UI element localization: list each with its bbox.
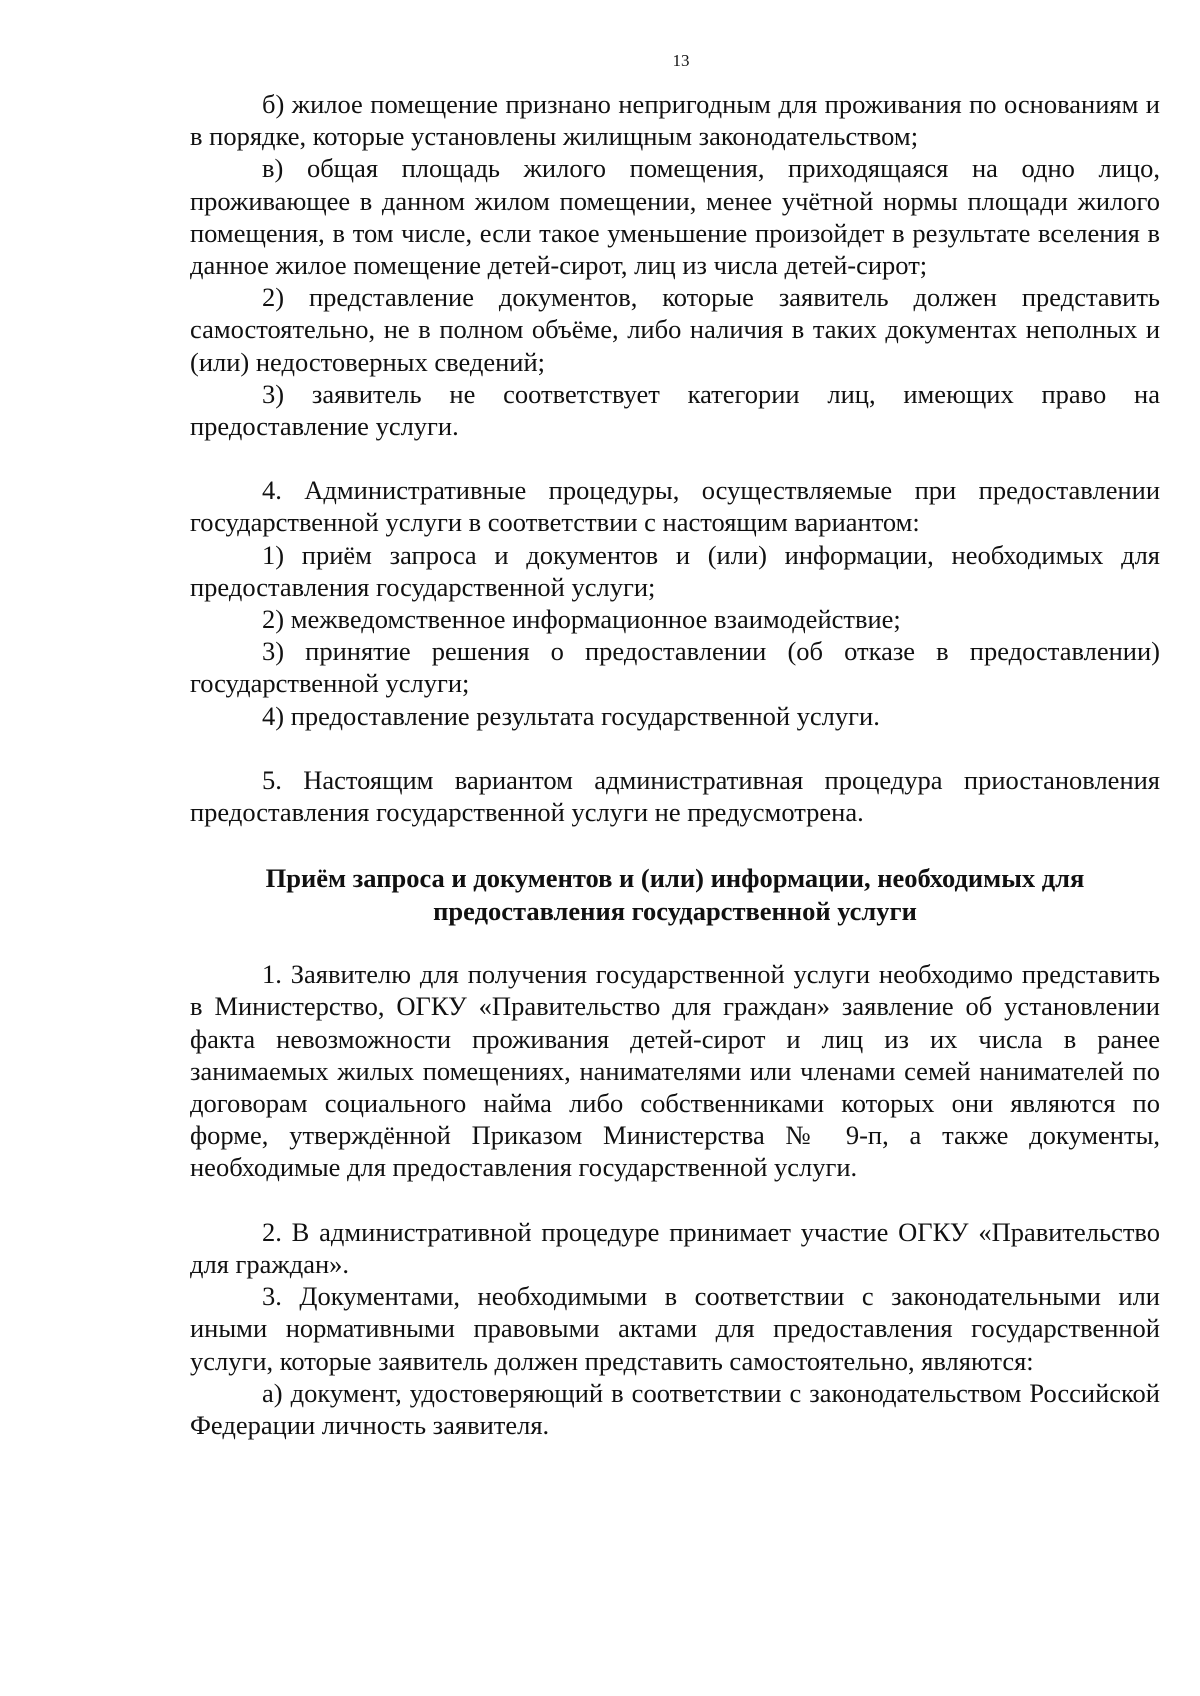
section-heading: Приём запроса и документов и (или) информации, необходимых для предоставления государственной услуги [265, 863, 1085, 927]
paragraph-4-intro: 4. Административные процедуры, осуществляемые при предоставлении государственной услуги в соответствии с настоящим вариантом: [190, 475, 1160, 538]
paragraph-2: 2) представление документов, которые заявитель должен представить самостоятельно, не в полном объёме, либо наличия в таких документах неполных и (или) недостоверных сведений; [190, 282, 1160, 377]
procedure-item-1: 1) приём запроса и документов и (или) информации, необходимых для предоставления государственной услуги; [190, 539, 1160, 602]
paragraph-3: 3) заявитель не соответствует категории лиц, имеющих право на предоставление услуги. [190, 378, 1160, 442]
reception-paragraph-3a: а) документ, удостоверяющий в соответствии с законодательством Российской Федерации личность заявителя. [190, 1377, 1160, 1440]
reception-paragraph-2: 2. В административной процедуре принимает участие ОГКУ «Правительство для граждан». [190, 1216, 1160, 1279]
paragraph-b: б) жилое помещение признано непригодным для проживания по основаниям и в порядке, которые установлены жилищным законодательством; [190, 89, 1160, 152]
procedure-item-3: 3) принятие решения о предоставлении (об отказе в предоставлении) государственной услуги; [190, 636, 1160, 699]
reception-paragraph-1: 1. Заявителю для получения государственной услуги необходимо представить в Министерство, ОГКУ «Правительство для граждан» заявление об установлении факта невозможности проживания детей-сирот и лиц из их числа в ранее занимаемых жилых помещениях, нанимателями или членами семей нанимателей по договорам социального найма либо собственниками которых они являются по форме, утверждённой Приказом Министерства № 9-п, а также документы, необходимые для предоставления государственной услуги. [190, 959, 1160, 1183]
paragraph-v: в) общая площадь жилого помещения, приходящаяся на одно лицо, проживающее в данном жилом помещении, менее учётной нормы площади жилого помещения, в том числе, если такое уменьшение произойдет в результате вселения в данное жилое помещение детей-сирот, лиц из числа детей-сирот; [190, 153, 1160, 281]
procedure-item-2: 2) межведомственное информационное взаимодействие; [262, 604, 901, 635]
document-page [190, 50, 1160, 1441]
paragraph-5: 5. Настоящим вариантом административная процедура приостановления предоставления государственной услуги не предусмотрена. [190, 764, 1160, 828]
page-number: 13 [672, 51, 690, 70]
procedure-item-4: 4) предоставление результата государственной услуги. [262, 700, 880, 731]
reception-paragraph-3: 3. Документами, необходимыми в соответствии с законодательными или иными нормативными правовыми актами для предоставления государственной услуги, которые заявитель должен представить самостоятельно, являются: [190, 1281, 1160, 1376]
